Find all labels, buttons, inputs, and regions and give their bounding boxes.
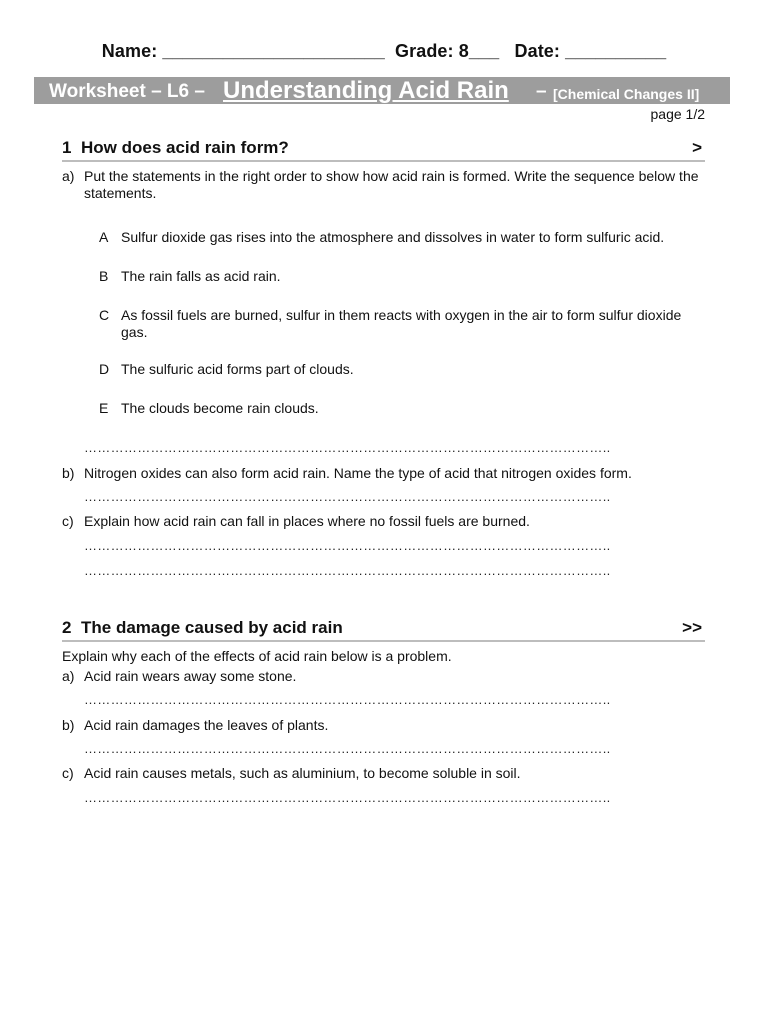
question-text: Put the statements in the right order to show how acid rain is formed. Write the sequence below the statements. [84,168,699,201]
statement-text: Sulfur dioxide gas rises into the atmosphere and dissolves in water to form sulfuric acid. [121,229,665,245]
answer-line[interactable]: ……………………………………………………………………………………………………….. [84,538,611,553]
statement-text: The rain falls as acid rain. [121,268,281,284]
section-title: The damage caused by acid rain [81,618,343,637]
question-text: Acid rain damages the leaves of plants. [84,717,329,733]
worksheet-title-bar [34,77,730,104]
answer-line[interactable]: ……………………………………………………………………………………………………….. [84,489,611,504]
question-text: Acid rain causes metals, such as aluminium, to become soluble in soil. [84,765,521,781]
question-label: b) [62,717,75,733]
answer-line[interactable]: ……………………………………………………………………………………………………….. [84,741,611,756]
question-label: a) [62,168,75,184]
question-text: Explain how acid rain can fall in places where no fossil fuels are burned. [84,513,530,529]
question-text: Nitrogen oxides can also form acid rain. Name the type of acid that nitrogen oxides form. [84,465,632,481]
student-info-line: Name: ______________________ Grade: 8___ Date: __________ [101,41,667,61]
statement-letter: C [99,307,110,323]
statement-letter: B [99,268,109,284]
section-title: How does acid rain form? [81,138,289,157]
statement-letter: E [99,400,109,416]
question-label: a) [62,668,75,684]
statement-text: The sulfuric acid forms part of clouds. [121,361,354,377]
question-label: b) [62,465,75,481]
statement-text: The clouds become rain clouds. [121,400,319,416]
statement-text: As fossil fuels are burned, sulfur in them reacts with oxygen in the air to form sulfur dioxide gas. [121,307,682,340]
question-label: c) [62,513,74,529]
title-dash: – [536,81,547,102]
section-intro: Explain why each of the effects of acid rain below is a problem. [62,648,452,664]
worksheet-prefix: Worksheet – L6 – [49,81,205,102]
question-label: c) [62,765,74,781]
statement-letter: A [99,229,109,245]
section-arrow: >> [682,618,702,637]
answer-line[interactable]: ……………………………………………………………………………………………………….. [84,440,611,455]
section-number: 2 [62,618,72,637]
section-2-heading [62,618,705,642]
answer-line[interactable]: ……………………………………………………………………………………………………….. [84,790,611,805]
answer-line[interactable]: ……………………………………………………………………………………………………….. [84,563,611,578]
section-arrow: > [692,138,702,157]
section-1-heading [62,138,705,162]
question-text: Acid rain wears away some stone. [84,668,297,684]
section-number: 1 [62,138,72,157]
answer-line[interactable]: ……………………………………………………………………………………………………….. [84,692,611,707]
worksheet-title: Understanding Acid Rain [223,77,509,104]
worksheet-topic: [Chemical Changes II] [553,86,700,102]
statement-letter: D [99,361,110,377]
page-number: page 1/2 [650,106,705,122]
